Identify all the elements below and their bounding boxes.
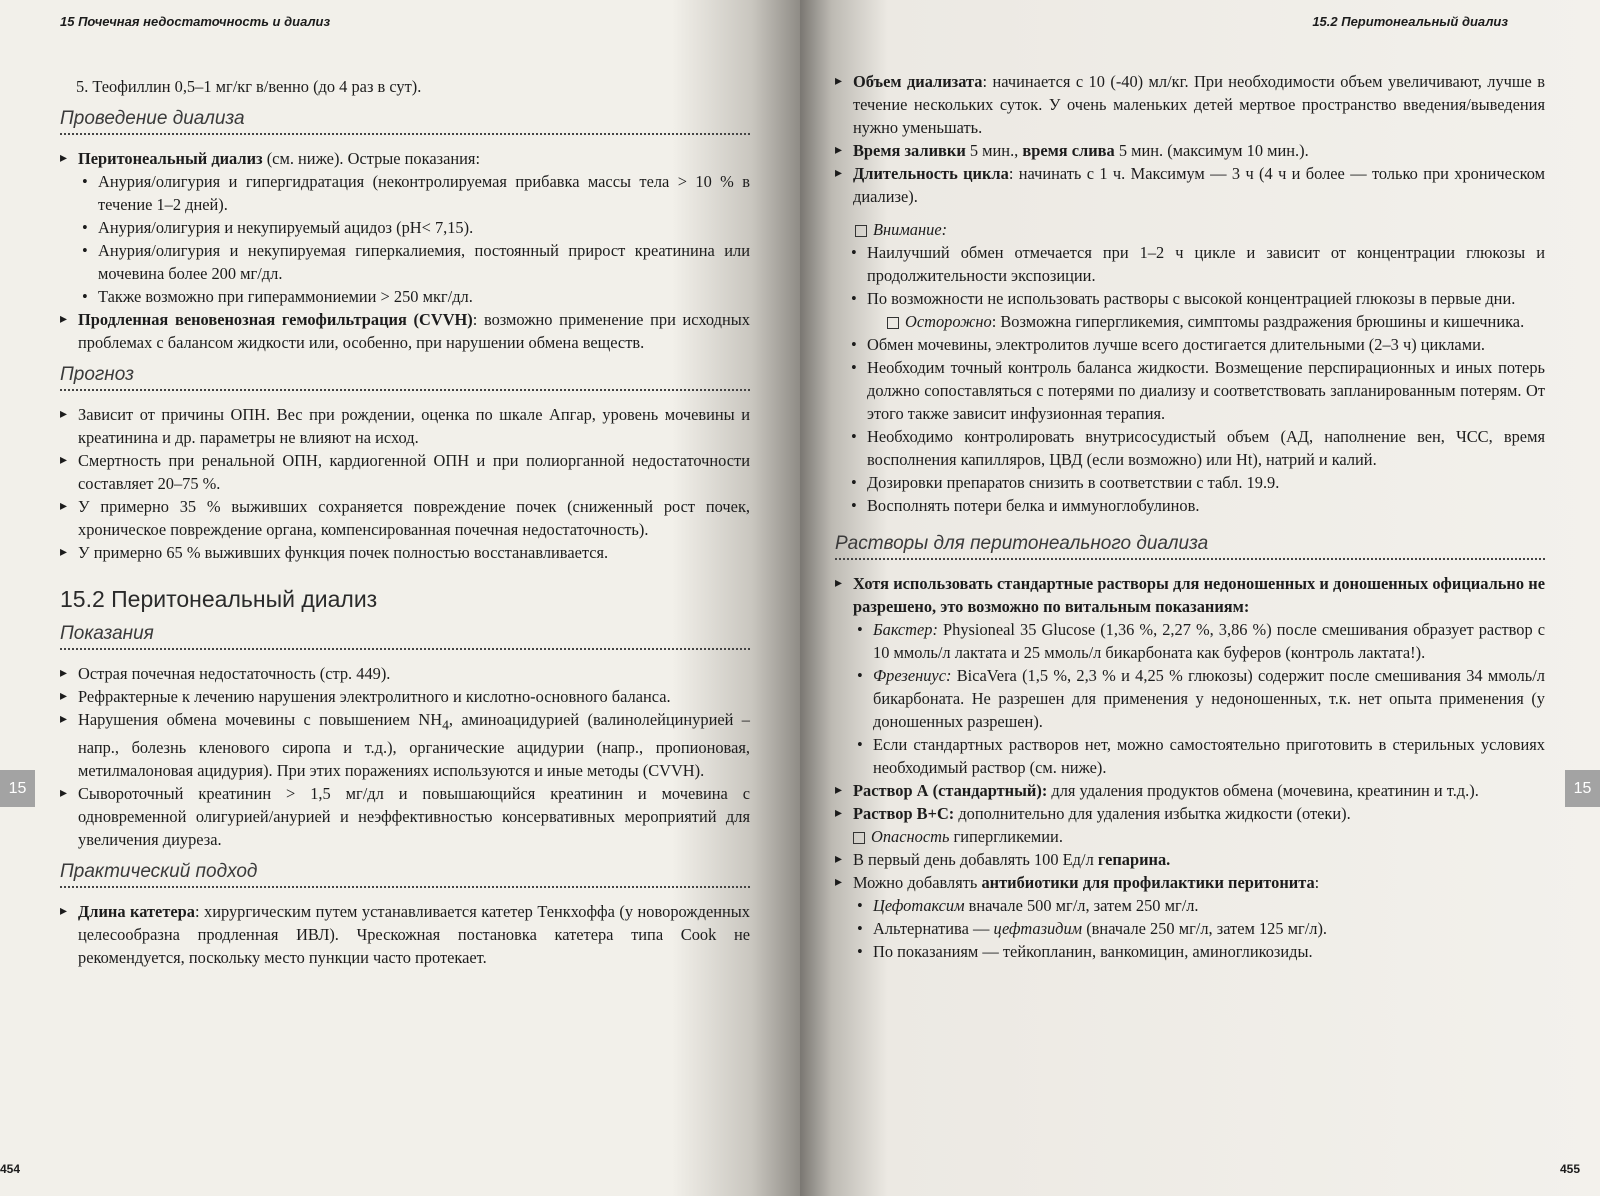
attention-list [847, 241, 1545, 517]
right-thumb-tab: 15 [1565, 770, 1600, 807]
ind3-a: Нарушения обмена мочевины с повышением NH [78, 710, 443, 729]
cath-rest: : хирургическим путем устанавливается катетер Тенкхоффа (у новорожденных целесообразна продленная ИВЛ). Чрескожная постановка катетера типа Cook не рекомендуется, поскольку место пункции часто протекает. [78, 902, 750, 968]
list-item: • Дозировки препаратов снизить в соответствии с табл. 19.9. [847, 471, 1545, 494]
caution-text: : Возможна гипергликемия, симптомы раздражения брюшины и кишечника. [991, 312, 1525, 331]
abx-sublist [853, 894, 1545, 963]
pd-bold: Перитонеальный диализ [78, 149, 263, 168]
right-page-number: 455 [1559, 1162, 1580, 1176]
volume-list [835, 70, 1545, 208]
list-item [835, 139, 1545, 162]
list-item: • Анурия/олигурия и некупируемый ацидоз (pH< 7,15). [78, 216, 750, 239]
fresenius-text: BicaVera (1,5 %, 2,3 % и 4,25 % глюкозы) содержит после смешивания 34 ммоль/л бикарбоната. Не разрешен для применения у недоношенных, т.к. нет опыта применения (у доношенных разрешен). [873, 666, 1545, 731]
heading-dialysis: Проведение диализа [60, 108, 750, 135]
heparin-a: В первый день добавлять 100 Ед/л [853, 850, 1098, 869]
pd-rest: (см. ниже). Острые показания: [262, 149, 481, 168]
list-item [835, 779, 1545, 802]
note-box-icon [853, 832, 865, 844]
abx-colon: : [1314, 873, 1320, 892]
list-item: ▸ У примерно 65 % выживших функция почек полностью восстанавливается. [60, 541, 750, 564]
list-item [835, 848, 1545, 871]
danger-label: Опасность [871, 827, 950, 846]
caution-label: Осторожно [905, 312, 992, 331]
ind3-sub: 4 [442, 717, 449, 733]
fresenius-label: Фрезениус: [873, 666, 952, 685]
list-item [60, 308, 750, 354]
right-running-head: 15.2 Перитонеальный диализ [1312, 14, 1508, 29]
list-item: • Необходим точный контроль баланса жидкости. Возмещение перспирационных и иных потерь должно сопоставляться с потерями по диализу и соответствовать запланированным потерям. От этого также зависит инфузионная терапия. [847, 356, 1545, 425]
list-item [60, 900, 750, 969]
dialysis-list [60, 147, 750, 354]
caution-note [867, 310, 1545, 333]
drain-bold: время слива [1022, 141, 1115, 160]
heading-solutions: Растворы для перитонеального диализа [835, 533, 1545, 560]
list-item: ▸ Острая почечная недостаточность (стр. 449). [60, 662, 750, 685]
prognosis-list [60, 403, 750, 564]
abx-bold: антибиотики для профилактики перитонита [981, 873, 1315, 892]
cycle-bold: Длительность цикла [853, 164, 1009, 183]
list-item: • Обмен мочевины, электролитов лучше всего достигается длительными (2–3 ч) циклами. [847, 333, 1545, 356]
attention-note [835, 218, 1545, 241]
heading-practical: Практический подход [60, 861, 750, 888]
fill-mid: 5 мин., [965, 141, 1023, 160]
list-item [60, 147, 750, 308]
ind3-b: , аминоацидурией (валинолейцинурией – напр., болезнь кленового сиропа и т.д.), органические ацидурии (напр., пропионовая, метилмалоновая ацидурия). При этих поражениях используются и иные методы (CVVH). [78, 710, 750, 781]
vol-rest: : начинается с 10 (-40) мл/кг. При необходимости объем увеличивают, лучше в течение нескольких суток. У очень маленьких детей мертвое пространство введения/выведения нужно уменьшать. [853, 72, 1545, 137]
list-item: ▸ Рефрактерные к лечению нарушения электролитного и кислотно-основного баланса. [60, 685, 750, 708]
heading-prognosis: Прогноз [60, 364, 750, 391]
list-item: ▸ У примерно 35 % выживших сохраняется повреждение почек (сниженный рост почек, хроническое повреждение органа, компенсированная почечная недостаточность). [60, 495, 750, 541]
section-title: 15.2 Перитонеальный диализ [60, 586, 378, 612]
pd-sublist [78, 170, 750, 308]
solBC-rest: дополнительно для удаления избытка жидкости (отеки). [954, 804, 1351, 823]
list-item: ▸ Зависит от причины ОПН. Вес при рождении, оценка по шкале Апгар, уровень мочевины и креатинина и др. параметры не влияют на исход. [60, 403, 750, 449]
alt-label: цефтазидим [993, 919, 1083, 938]
sol-bold: Хотя использовать стандартные растворы для недоношенных и доношенных официально не разрешено, это возможно по витальным показаниям: [853, 574, 1545, 616]
list-item [835, 871, 1545, 963]
list-item [835, 802, 1545, 848]
left-thumb-tab: 15 [0, 770, 35, 807]
practical-list [60, 900, 750, 969]
list-item: • Если стандартных растворов нет, можно самостоятельно приготовить в стерильных условиях необходимый раствор (см. ниже). [853, 733, 1545, 779]
list-item [853, 664, 1545, 733]
cefotaxime-text: вначале 500 мг/л, затем 250 мг/л. [964, 896, 1199, 915]
list-item [835, 572, 1545, 779]
left-page-number: 454 [0, 1162, 21, 1176]
list-item: • Наилучший обмен отмечается при 1–2 ч цикле и зависит от концентрации глюкозы и продолжительности экспозиции. [847, 241, 1545, 287]
list-item [835, 70, 1545, 139]
cefotaxime-label: Цефотаксим [873, 896, 965, 915]
note-box-icon [887, 317, 899, 329]
list-item [853, 917, 1545, 940]
solA-rest: для удаления продуктов обмена (мочевина, креатинин и т.д.). [1047, 781, 1479, 800]
solutions-list [835, 572, 1545, 963]
right-page [800, 0, 1600, 1196]
heading-indications: Показания [60, 623, 750, 650]
vol-bold: Объем диализата [853, 72, 983, 91]
alt-text: (вначале 250 мг/л, затем 125 мг/л). [1082, 919, 1328, 938]
solA-bold: Раствор А (стандартный): [853, 781, 1048, 800]
list-item [847, 287, 1545, 333]
list-item: • Необходимо контролировать внутрисосудистый объем (АД, наполнение вен, ЧСС, время восполнения капилляров, ЦВД (если возможно) или Ht), натрий и калий. [847, 425, 1545, 471]
list-item: • Анурия/олигурия и гипергидратация (неконтролируемая прибавка массы тела > 10 % в течение 1–2 дней). [78, 170, 750, 216]
note-box-icon [855, 225, 867, 237]
abx-a: Можно добавлять [853, 873, 982, 892]
baxter-label: Бакстер: [873, 620, 938, 639]
danger-text: гипергликемии. [949, 827, 1063, 846]
cvvh-bold: Продленная веновенозная гемофильтрация (CVVH) [78, 310, 473, 329]
attention-label: Внимание: [873, 220, 948, 239]
list-item [835, 162, 1545, 208]
cvvh-rest: : возможно применение при исходных проблемах с балансом жидкости или, особенно, при нарушении обмена веществ. [78, 310, 750, 352]
alt-a: Альтернатива — [873, 919, 994, 938]
list-item [853, 894, 1545, 917]
solBC-bold: Раствор В+С: [853, 804, 955, 823]
baxter-text: Physioneal 35 Glucose (1,36 %, 2,27 %, 3,86 %) после смешивания образует раствор с 10 ммоль/л лактата и 25 ммоль/л бикарбоната как буферов (контроль лактата!). [873, 620, 1545, 662]
list-item: ▸ Смертность при ренальной ОПН, кардиогенной ОПН и при полиорганной недостаточности составляет 20–75 %. [60, 449, 750, 495]
heparin-bold: гепарина. [1097, 850, 1171, 869]
list-item: • По показаниям — тейкопланин, ванкомицин, аминогликозиды. [853, 940, 1545, 963]
indications-list [60, 662, 750, 851]
cycle-rest: : начинать с 1 ч. Максимум — 3 ч (4 ч и более — только при хроническом диализе). [853, 164, 1546, 206]
theophylline-line: 5. Теофиллин 0,5–1 мг/кг в/венно (до 4 раз в сут). [76, 77, 422, 96]
fill-bold: Время заливки [853, 141, 966, 160]
list-item: ▸ Сывороточный креатинин > 1,5 мг/дл и повышающийся креатинин и мочевина с одновременной олигурией/анурией и неэффективностью консервативных мероприятий для увеличения диуреза. [60, 782, 750, 851]
cath-bold: Длина катетера [78, 902, 195, 922]
solutions-sublist [853, 618, 1545, 779]
list-item [853, 618, 1545, 664]
list-item: • Восполнять потери белка и иммуноглобулинов. [847, 494, 1545, 517]
drain-rest: 5 мин. (максимум 10 мин.). [1114, 141, 1309, 160]
list-item: • Анурия/олигурия и некупируемая гиперкалиемия, постоянный прирост креатинина или мочевина более 200 мг/дл. [78, 239, 750, 285]
att-item-2: По возможности не использовать растворы с высокой концентрацией глюкозы в первые дни. [867, 289, 1516, 308]
left-running-head: 15 Почечная недостаточность и диализ [60, 14, 331, 29]
list-item: • Также возможно при гипераммониемии > 250 мкг/дл. [78, 285, 750, 308]
danger-note [853, 825, 1545, 848]
list-item [60, 708, 750, 782]
